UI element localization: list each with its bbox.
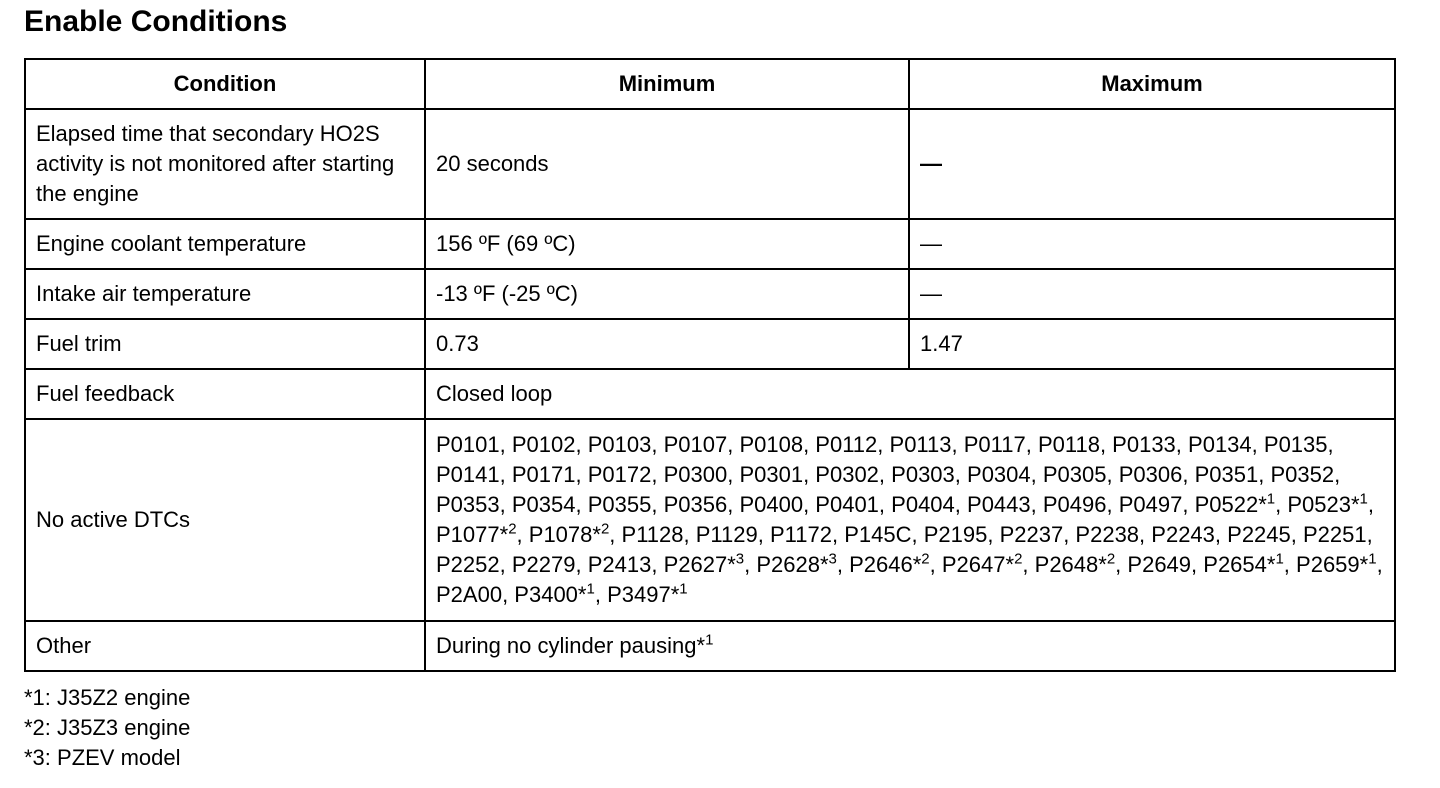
minimum-cell: 0.73: [425, 319, 909, 369]
footnote-mark: 1: [1266, 490, 1276, 508]
footnote-mark: 1: [679, 580, 688, 598]
table-row: [25, 109, 1395, 219]
dtc-code: [891, 492, 955, 517]
dtc-code-text: P2279: [511, 552, 576, 577]
maximum-cell: —: [909, 109, 1395, 219]
footnote: *3: PZEV model: [24, 745, 181, 770]
dtc-code-text: P0401: [815, 492, 879, 517]
dtc-code: [1075, 522, 1139, 547]
dtc-code: [664, 462, 728, 487]
dtc-code: [588, 552, 652, 577]
dtc-code-text: P2647: [941, 552, 1006, 577]
dtc-code-text: P0305: [1042, 462, 1107, 487]
dtc-code: [1043, 462, 1107, 487]
dtc-code-text: P2659: [1296, 552, 1360, 577]
dtc-code: [1127, 552, 1191, 577]
dtc-code: [436, 582, 502, 607]
dtc-code: [622, 522, 684, 547]
condition-cell: No active DTCs: [25, 419, 425, 621]
footnote-mark: 1: [1368, 550, 1377, 568]
dtc-code: [844, 522, 911, 547]
header-maximum: Maximum: [909, 59, 1395, 109]
footnotes: [24, 683, 190, 773]
dtc-code: [815, 492, 879, 517]
dtc-code-text: P2A00: [436, 582, 503, 607]
dtc-code: [588, 462, 652, 487]
dtc-code: P0523*$^1$: [1287, 490, 1368, 517]
dtc-code: P2654*$^1$: [1203, 550, 1284, 577]
dtc-code: [739, 462, 803, 487]
dtc-code: [512, 432, 576, 457]
condition-cell: Elapsed time that secondary HO2S activity is not monitored after starting the engine: [25, 109, 425, 219]
dtc-code-text: P0497: [1118, 492, 1183, 517]
dtc-code: [588, 492, 652, 517]
footnote-mark: 2: [921, 550, 930, 568]
dtc-code: [696, 522, 758, 547]
dtc-code: [436, 492, 500, 517]
dtc-code-text: P0306: [1118, 462, 1183, 487]
dtc-code: [436, 552, 500, 577]
dtc-code-text: P0523: [1287, 492, 1351, 517]
dtc-code-text: P0304: [967, 462, 1031, 487]
dtc-code-text: P0133: [1112, 432, 1176, 457]
dtc-code-text: P2252: [436, 552, 500, 577]
footnote-mark: 2: [1014, 550, 1023, 568]
dtc-code: P2646*$^2$: [849, 550, 930, 577]
dtc-code: [664, 432, 728, 457]
maximum-cell: —: [909, 219, 1395, 269]
dtc-code-text: P0172: [587, 462, 652, 487]
maximum-cell: —: [909, 269, 1395, 319]
dtc-code: [1151, 522, 1215, 547]
dtc-code: [588, 432, 652, 457]
dtc-code-text: P2649: [1127, 552, 1192, 577]
dtc-code-text: P0400: [739, 492, 804, 517]
dtc-code: [1270, 462, 1334, 487]
dtc-code: [1119, 492, 1183, 517]
dtc-code-text: P0404: [891, 492, 955, 517]
dtc-code: [1195, 462, 1259, 487]
dtc-code-text: P0352: [1270, 462, 1335, 487]
dtc-code: [1227, 522, 1291, 547]
dtc-code: [967, 462, 1031, 487]
dtc-code: P2648*$^2$: [1034, 550, 1116, 577]
dtc-code: [815, 432, 877, 457]
footnote-mark: 3: [828, 550, 837, 568]
dtc-code-text: P2628: [756, 552, 820, 577]
footnote-mark: 1: [705, 631, 714, 649]
dtc-code-text: P2245: [1227, 522, 1291, 547]
dtc-code-text: P0354: [511, 492, 576, 517]
dtc-code: P3400*$^1$: [514, 580, 595, 607]
dtc-code-text: P3497: [607, 582, 671, 607]
footnote: *1: J35Z2 engine: [24, 685, 191, 710]
dtc-code-text: P1128: [621, 522, 684, 547]
dtc-code-text: P3400: [514, 582, 578, 607]
dtc-code-text: P0112: [815, 432, 878, 457]
minimum-cell: 20 seconds: [425, 109, 909, 219]
dtc-list: P0101, P0102, P0103, P0107, P0108, P0112, P0113, P0117, P0118, P0133, P0134, P0135, P0141, P0171, P0172, P0300, P0301, P0302, P0303, P0304, P0305, P0306, P0351, P0352, P0353, P0354, P0355, P0356, P0400, P0401, P0404, P0443, P0496, P0497, P0522*$^1$, P0523*$^1$, P1077*$^2$, P1078*$^2$, P1128, P1129, P1172, P145C, P2195, P2237, P2238, P2243, P2245, P2251, P2252, P2279, P2413, P2627*$^3$, P2628*$^3$, P2646*$^2$, P2647*$^2$, P2648*$^2$, P2649, P2654*$^1$, P2659*$^1$, P2A00, P3400*$^1$, P3497*$^1$: [425, 419, 1395, 621]
dtc-code: [739, 432, 803, 457]
dtc-code: [890, 432, 952, 457]
dtc-code-text: P0135: [1263, 432, 1328, 457]
maximum-cell: 1.47: [909, 319, 1395, 369]
dtc-code-text: P0118: [1037, 432, 1100, 457]
dtc-code-text: P0102: [511, 432, 576, 457]
condition-cell: Intake air temperature: [25, 269, 425, 319]
condition-cell: Other: [25, 621, 425, 671]
dtc-code: [1043, 492, 1107, 517]
dtc-code: P1078*$^2$: [528, 520, 610, 547]
dtc-code-text: P0171: [511, 462, 576, 487]
footnote-mark: 2: [508, 520, 517, 538]
table-row: [25, 369, 1395, 419]
dtc-code: [815, 462, 879, 487]
dtc-code-text: P0113: [889, 432, 952, 457]
header-condition: Condition: [25, 59, 425, 109]
dtc-code: [1038, 432, 1100, 457]
dtc-code: [739, 492, 803, 517]
dtc-code-text: P0496: [1042, 492, 1107, 517]
dtc-code-text: P2654: [1203, 552, 1267, 577]
dtc-code: [967, 492, 1031, 517]
dtc-code: [1000, 522, 1064, 547]
dtc-code: [512, 462, 576, 487]
dtc-code-text: P1172: [769, 522, 832, 547]
table-header-row: [25, 59, 1395, 109]
table-row: [25, 219, 1395, 269]
footnote: *2: J35Z3 engine: [24, 715, 191, 740]
header-minimum: Minimum: [425, 59, 909, 109]
dtc-code: P2647*$^2$: [941, 550, 1023, 577]
dtc-code: [436, 462, 500, 487]
table-row: [25, 419, 1395, 621]
dtc-code: [1112, 432, 1176, 457]
table-row: [25, 269, 1395, 319]
dtc-code-text: P0522: [1194, 492, 1259, 517]
page-title: Enable Conditions: [24, 5, 288, 38]
dtc-code-text: P2243: [1151, 522, 1215, 547]
dtc-code-text: P2648: [1034, 552, 1099, 577]
dtc-code-text: P0443: [967, 492, 1031, 517]
condition-cell: Engine coolant temperature: [25, 219, 425, 269]
dtc-code: [964, 432, 1026, 457]
dtc-code-text: P145C: [844, 522, 912, 547]
dtc-code: [1188, 432, 1252, 457]
dtc-code-text: P0108: [739, 432, 804, 457]
footnote-mark: 1: [1275, 550, 1284, 568]
dtc-code-text: P2251: [1303, 522, 1367, 547]
dtc-code-text: P0356: [663, 492, 728, 517]
dtc-code-text: P0353: [436, 492, 500, 517]
footnote-mark: 1: [1359, 490, 1368, 508]
dtc-code: P1077*$^2$: [436, 520, 517, 547]
dtc-code: [1264, 432, 1328, 457]
dtc-code-text: P0351: [1194, 462, 1259, 487]
dtc-code: [512, 492, 576, 517]
dtc-code-text: P2238: [1075, 522, 1140, 547]
footnote-mark: 2: [600, 520, 610, 538]
dtc-code-text: P0103: [587, 432, 652, 457]
other-value: During no cylinder pausing: [436, 633, 697, 658]
dtc-code: [1303, 522, 1367, 547]
dtc-code: [924, 522, 988, 547]
condition-cell: Fuel feedback: [25, 369, 425, 419]
dtc-code: [770, 522, 832, 547]
minimum-cell: 156 ºF (69 ºC): [425, 219, 909, 269]
table-row: [25, 621, 1395, 671]
dtc-code-text: P2237: [999, 522, 1064, 547]
table-row: [25, 319, 1395, 369]
dtc-code-text: P2646: [849, 552, 913, 577]
dtc-code-text: P2195: [923, 522, 988, 547]
dtc-code-text: P1078: [528, 522, 593, 547]
dtc-code: [1119, 462, 1183, 487]
dtc-code: P2628*$^3$: [756, 550, 837, 577]
dtc-code-text: P0107: [663, 432, 728, 457]
dtc-code-text: P2627: [663, 552, 728, 577]
dtc-code: P3497*$^1$: [607, 580, 688, 607]
dtc-code-text: P1077: [436, 522, 500, 547]
dtc-code: [664, 492, 728, 517]
dtc-code-text: P0303: [891, 462, 955, 487]
dtc-code: [891, 462, 955, 487]
value-cell: Closed loop: [425, 369, 1395, 419]
footnote-mark: 1: [586, 580, 595, 598]
condition-cell: Fuel trim: [25, 319, 425, 369]
minimum-cell: -13 ºF (-25 ºC): [425, 269, 909, 319]
dtc-code: [512, 552, 576, 577]
footnote-mark: 3: [735, 550, 745, 568]
enable-conditions-table: [24, 58, 1396, 672]
dtc-code-text: P2413: [587, 552, 652, 577]
dtc-code-text: P0301: [739, 462, 804, 487]
dtc-code-text: P0355: [587, 492, 652, 517]
dtc-code-text: P0300: [663, 462, 728, 487]
dtc-code-text: P0302: [815, 462, 879, 487]
dtc-code: P2627*$^3$: [663, 550, 745, 577]
dtc-code-text: P0141: [436, 462, 500, 487]
dtc-code-text: P1129: [695, 522, 758, 547]
value-cell: During no cylinder pausing*$^1$: [425, 621, 1395, 671]
dtc-code-text: P0101: [436, 432, 500, 457]
dtc-code-text: P0134: [1188, 432, 1252, 457]
dtc-code: P0522*$^1$: [1194, 490, 1276, 517]
dtc-code-text: P0117: [963, 432, 1026, 457]
dtc-code: [436, 432, 500, 457]
footnote-mark: 2: [1106, 550, 1116, 568]
dtc-code: P2659*$^1$: [1296, 550, 1377, 577]
